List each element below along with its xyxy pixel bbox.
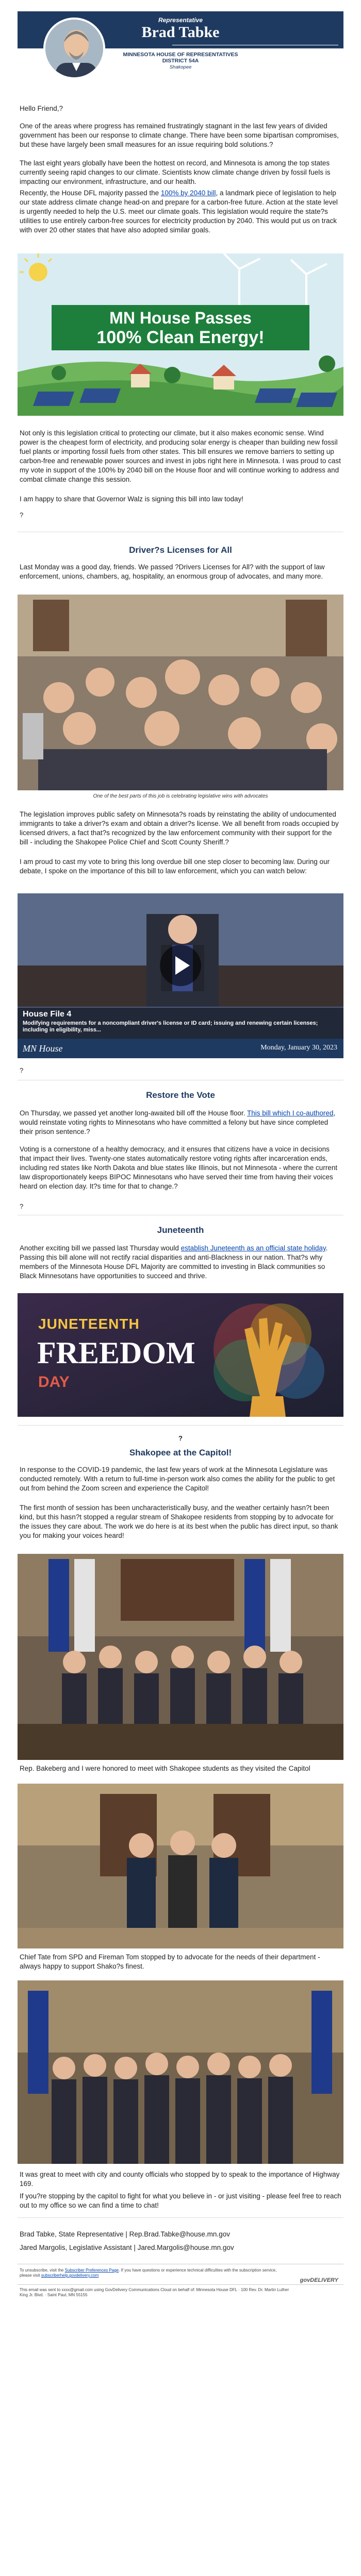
footer-unsubscribe: To unsubscribe, visit the Subscriber Preferences Page. If you have questions or experience technical difficulties with the subscription service, please visit subscriberhelp.govdelivery.com [20, 2268, 277, 2278]
intro-paragraph-2: The last eight years globally have been the hottest on record, and Minnesota is among the top states currently seeing rapid changes to our climate. Scientists know climate change driven by fossil fuels is impacting our environment, infrastructure, and our health. [20, 159, 331, 185]
header-name: Brad Tabke [141, 24, 220, 41]
divider [18, 1425, 343, 1426]
juneteenth-heading: Juneteenth [157, 1225, 204, 1235]
footer-sent-to: This email was sent to xxxx@gmail.com using GovDelivery Communications Cloud on behalf of: Minnesota House DFL · 100 Rev. Dr. Martin Luther King Jr. Blvd. · Saint Paul, MN 55155 [20, 2287, 289, 2297]
header-line3: Shakopee [169, 64, 192, 70]
floor-speech-video[interactable] [18, 893, 343, 1058]
clean-energy-banner [18, 253, 343, 416]
vote-paragraph-2: Voting is a cornerstone of a healthy democracy, and it ensures that citizens have a voice in decisions that impact their lives. Twenty-one states automatically restore voting rights after incarceration ends, including red states like North Dakota and blue states like Illinois, but not Minnesota - where the current law disproportionately keeps BIPOC Minnesotans who have served their time from having their voices heard on election day. It?s time for that to change.? [20, 1145, 338, 1190]
subscriber-help-link[interactable]: subscriberhelp.govdelivery.com [41, 2273, 99, 2278]
climate-paragraph-1: Not only is this legislation critical to protecting our climate, but it also makes economic sense. Wind power is the cheapest form of electricity, and producing solar energy is cheaper than building new fossil fuel plants or importing fossil fuels from other states. This bill ensures we remove barriers to setting up carbon-free and renewable power sources and invest in jobs right here in Minnesota. I was proud to cast my vote in support of the 100% by 2040 bill on the House floor and will continue working to address and combat climate change this session. [20, 429, 341, 483]
newsletter-header [18, 11, 343, 83]
vote-paragraph-1: On Thursday, we passed yet another long-awaited bill off the House floor. This bill which I co-authored, would reinstate voting rights to Minnesotans who have committed a felony but have since completed their prison sentence.? [20, 1109, 336, 1136]
signoff-assistant: Jared Margolis, Legislative Assistant | Jared.Margolis@house.mn.gov [20, 2244, 234, 2251]
greeting: Hello Friend,? [20, 105, 63, 112]
placeholder-char: ? [20, 1066, 24, 1074]
day-word: DAY [38, 1374, 70, 1391]
video-description: Modifying requirements for a noncompliant driver's license or ID card; issuing and renewing certain licenses; including in eligibility, miss... [23, 1020, 318, 1033]
chief-fireman-photo [18, 1784, 343, 1948]
header-subtitle: Representative [158, 16, 203, 24]
vote-heading: Restore the Vote [146, 1090, 215, 1100]
subscriber-preferences-link[interactable]: Subscriber Preferences Page [64, 2268, 119, 2273]
header-line1: MINNESOTA HOUSE OF REPRESENTATIVES [123, 52, 238, 58]
officials-photo [18, 1980, 343, 2164]
placeholder-char: ? [20, 511, 24, 519]
bill-link-100-by-2040[interactable]: 100% by 2040 bill [160, 189, 216, 197]
header-line2: DISTRICT 54A [162, 58, 199, 64]
capitol-heading: Shakopee at the Capitol! [129, 1448, 232, 1458]
capitol-paragraph-3: It was great to meet with city and county officials who stopped by to speak to the importance of Highway 169. [20, 2171, 340, 2188]
advocates-selfie-photo [18, 595, 343, 790]
licenses-paragraph-1: Last Monday was a good day, friends. We passed ?Drivers Licenses for All? with the support of law enforcement, unions, chambers, ag, hospitality, an enormous group of advocates, and many more. [20, 563, 325, 580]
newsletter [18, 11, 343, 2297]
licenses-heading: Driver?s Licenses for All [129, 545, 232, 555]
juneteenth-paragraph: Another exciting bill we passed last Thursday would establish Juneteenth as an official state holiday. Passing this bill alone will not rectify racial disparities and anti-Blackness in our nation. That?s why members of the Minnesota House DFL Majority are committed to investing in Black communities so Black Minnesotans have opportunities to succeed and thrive. [20, 1244, 328, 1280]
juneteenth-bill-link[interactable]: establish Juneteenth as an official state holiday [180, 1244, 326, 1252]
intro-paragraph-3: Recently, the House DFL majority passed the 100% by 2040 bill, a landmark piece of legislation to help our state address climate change head-on and prepare for a carbon-free future. Action at the state level is urgently needed to help the U.S. meet our climate goals. This legislation would require the state?s utilities to use entirely carbon-free sources for electricity production by 2040. This would put us on track with over 20 other states that have also adopted similar goals. [20, 189, 338, 234]
video-date: Monday, January 30, 2023 [260, 1044, 337, 1052]
avatar [43, 18, 105, 79]
video-title: House File 4 [23, 1010, 72, 1019]
capitol-paragraph-1: In response to the COVID-19 pandemic, the last few years of work at the Minnesota Legislature was conducted remotely. With a return to full-time in-person work also comes the ability for the public to get out from behind the Zoom screen and experience the Capitol! [20, 1466, 335, 1492]
licenses-paragraph-2: The legislation improves public safety on Minnesota?s roads by reinstating the ability of undocumented immigrants to take a driver?s exam and obtain a driver?s license. We all benefit from roads occupied by licensed drivers, a fact that?s recognized by the law enforcement community with their support for the bill - including the Shakopee Police Chief and Scott County Sheriff.? [20, 810, 339, 846]
divider [18, 2217, 343, 2218]
vote-bill-link[interactable]: This bill which I co-authored [247, 1109, 334, 1117]
banner-title-badge [52, 305, 309, 350]
students-photo [18, 1554, 343, 1760]
video-footer [18, 1039, 343, 1058]
video-logo: MN House [23, 1043, 63, 1054]
juneteenth-word: JUNETEENTH [38, 1316, 140, 1332]
students-caption: Rep. Bakeberg and I were honored to meet with Shakopee students as they visited the Capitol [20, 1765, 310, 1772]
play-button[interactable] [160, 945, 201, 986]
freedom-word: FREEDOM [37, 1336, 195, 1370]
placeholder-char: ? [20, 1202, 24, 1210]
footer-divider-2 [18, 2284, 343, 2285]
placeholder-char: ? [178, 1434, 183, 1442]
licenses-paragraph-3: I am proud to cast my vote to bring this long overdue bill one step closer to becoming law. During our debate, I spoke on the importance of this bill to law enforcement, which you can watch below: [20, 858, 330, 875]
juneteenth-banner [18, 1293, 343, 1417]
banner-title-line2: 100% Clean Energy! [96, 328, 265, 347]
capitol-paragraph-2: The first month of session has been uncharacteristically busy, and the weather certainly hasn?t been kind, but this hasn?t stopped a regular stream of Shakopee residents from stopping by to advocate for the issues they care about. The work we do here is at its best when the public has direct input, so thank you for making your voices heard! [20, 1504, 338, 1539]
capitol-paragraph-4: If you?re stopping by the capitol to fight for what you believe in - or just visiting - please feel free to reach out to my office so we can find a time to chat! [20, 2192, 341, 2209]
video-info-bar [18, 1008, 343, 1039]
signoff-rep: Brad Tabke, State Representative | Rep.Brad.Tabke@house.mn.gov [20, 2230, 230, 2238]
play-icon [175, 956, 190, 975]
banner-title-line1: MN House Passes [109, 309, 252, 327]
climate-paragraph-2: I am happy to share that Governor Walz is signing this bill into law today! [20, 495, 243, 503]
intro-paragraph-1: One of the areas where progress has remained frustratingly stagnant in the last few years of divided government has been our response to climate change. There have been some bipartisan compromises, but these have largely been small measures for an issue requiring bold solutions.? [20, 122, 339, 148]
chief-caption: Chief Tate from SPD and Fireman Tom stopped by to advocate for the needs of their department - always happy to support Shako?s finest. [20, 1953, 320, 1970]
govdelivery-logo: govDELIVERY [300, 2277, 338, 2283]
advocates-caption: One of the best parts of this job is celebrating legislative wins with advocates [93, 793, 268, 799]
